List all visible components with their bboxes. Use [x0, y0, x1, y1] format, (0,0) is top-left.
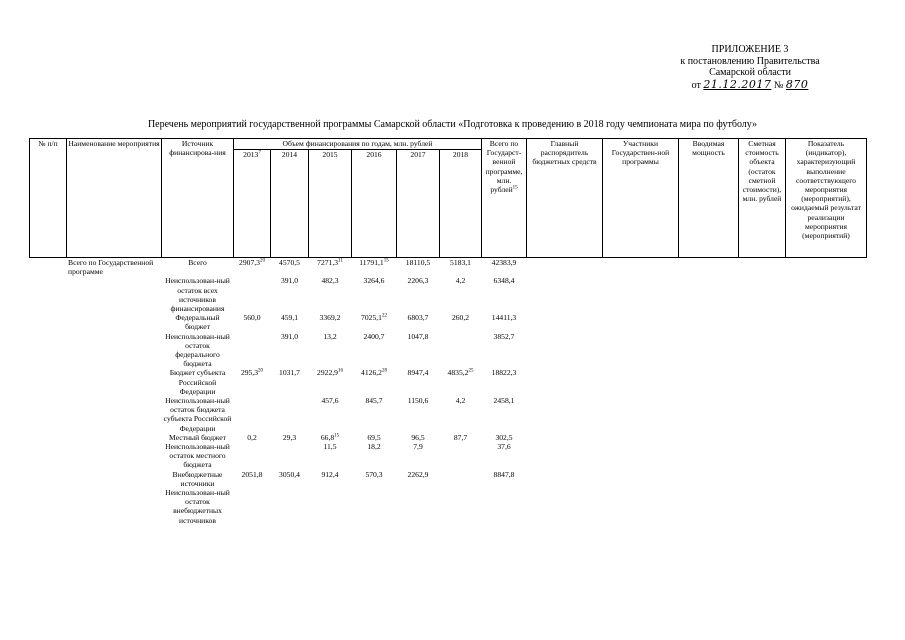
cell-year-value [397, 488, 440, 525]
cell-year-value [440, 276, 482, 313]
cell-year-value [271, 396, 309, 433]
cell-empty [739, 396, 786, 433]
decree-date: 21.12.2017 [703, 77, 772, 91]
table-row [30, 332, 867, 369]
cell-no [30, 276, 67, 313]
cell-no [30, 313, 67, 331]
document-title: Перечень мероприятий государственной программы Самарской области «Подготовка к проведению в 2018 году чемпионата мира по футболу» [147, 119, 758, 130]
footnote-mark: 28 [381, 368, 387, 374]
year-label: 2013 [243, 150, 259, 159]
cell-empty [527, 488, 603, 525]
cell-year-value [234, 313, 271, 331]
value-text: 4570,5 [279, 258, 300, 267]
value-text: 3369,2 [319, 313, 341, 323]
header-manager: Главный распорядитель бюджетных средств [527, 139, 603, 258]
cell-name [67, 433, 162, 442]
header-commissioning: Вводимая мощность [679, 139, 739, 258]
cell-year-value [352, 433, 397, 442]
cell-year-value [271, 442, 309, 470]
cell-source: Неиспользован-ный остаток внебюджетных источников [165, 488, 230, 525]
number-prefix: № [773, 79, 784, 91]
cell-empty [679, 488, 739, 525]
cell-empty [679, 368, 739, 396]
appendix-date-line [640, 79, 860, 92]
value-text: 2262,9 [407, 469, 429, 479]
cell-empty [739, 332, 786, 369]
cell-year-value [397, 442, 440, 470]
cell-total: 18822,3 [491, 368, 517, 378]
cell-empty [739, 470, 786, 488]
year-label: 2017 [410, 150, 426, 159]
cell-empty [527, 258, 603, 277]
year-label: 2016 [366, 150, 382, 159]
value-text: 69,5 [367, 432, 381, 442]
footnote-mark: 15 [383, 258, 389, 264]
cell-year-value [309, 488, 352, 525]
footnote-mark: 20 [258, 368, 264, 374]
value-text: 1031,7 [279, 368, 300, 378]
cell-year-value [440, 433, 482, 442]
cell-name [67, 470, 162, 488]
measures-table [29, 138, 867, 525]
cell-source: Неиспользован-ный остаток бюджета субъекта Российской Федерации [163, 396, 232, 433]
value-text: 29,3 [282, 432, 297, 442]
cell-year-value [309, 470, 352, 488]
appendix-block [640, 44, 860, 91]
cell-name [67, 442, 162, 470]
cell-year-value [309, 258, 352, 277]
cell-year-value [271, 488, 309, 525]
cell-year-value [234, 433, 271, 442]
header-year [440, 150, 482, 258]
header-total-note: 15 [512, 185, 518, 191]
header-year [271, 150, 309, 258]
cell-year-value [440, 368, 482, 396]
appendix-region-line: Самарской области [709, 67, 791, 78]
cell-empty [527, 433, 603, 442]
cell-name [67, 332, 162, 369]
cell-year-value [271, 276, 309, 313]
header-year [352, 150, 397, 258]
value-text: 11,5 [323, 442, 337, 452]
value-text: 845,7 [365, 396, 383, 406]
cell-total: 6348,4 [493, 276, 515, 286]
value-text: 2400,7 [363, 331, 385, 341]
cell-year-value [271, 332, 309, 369]
cell-empty [603, 470, 679, 488]
value-text: 260,2 [451, 313, 470, 323]
header-participants: Участники Государствен-ной программы [603, 139, 679, 258]
value-text: 7271,3 [317, 258, 339, 267]
cell-year-value [309, 276, 352, 313]
decree-number: 870 [785, 77, 809, 91]
footnote-mark: 16 [337, 368, 343, 374]
cell-empty [739, 313, 786, 331]
cell-no [30, 433, 67, 442]
cell-year-value [309, 396, 352, 433]
cell-source: Внебюджетные источники [172, 469, 223, 488]
table-row [30, 433, 867, 442]
cell-year-value [309, 332, 352, 369]
cell-total: 42383,9 [491, 258, 517, 267]
cell-empty [679, 313, 739, 331]
cell-no [30, 396, 67, 433]
value-text: 96,5 [411, 432, 425, 442]
header-year [397, 150, 440, 258]
header-total [482, 139, 527, 258]
cell-year-value [397, 470, 440, 488]
cell-empty [603, 313, 679, 331]
cell-name [67, 276, 162, 313]
cell-empty [739, 258, 786, 277]
cell-source: Неиспользован-ный остаток местного бюджета [165, 442, 230, 470]
cell-year-value [440, 396, 482, 433]
value-text: 4126,2 [361, 368, 382, 378]
value-text: 2922,9 [317, 368, 338, 378]
cell-year-value [352, 470, 397, 488]
table-row [30, 276, 867, 313]
year-note: 7 [258, 150, 261, 156]
value-text: 6803,7 [407, 313, 429, 323]
cell-total [482, 488, 527, 525]
cell-empty [603, 442, 679, 470]
cell-total: 14411,3 [491, 313, 517, 323]
value-text: 391,0 [280, 276, 299, 286]
value-text: 3050,4 [279, 469, 300, 479]
cell-empty [527, 470, 603, 488]
cell-year-value [271, 313, 309, 331]
value-text: 11791,1 [359, 258, 384, 267]
cell-year-value [352, 313, 397, 331]
cell-total: 37,6 [497, 442, 511, 452]
cell-year-value [234, 396, 271, 433]
cell-no [30, 488, 67, 525]
cell-year-value [352, 488, 397, 525]
cell-empty [527, 276, 603, 313]
cell-name [67, 313, 162, 331]
value-text: 2051,8 [241, 469, 263, 479]
cell-name [67, 368, 162, 396]
cell-empty [603, 332, 679, 369]
cell-name: Всего по Государственной программе [68, 258, 154, 277]
table-row [30, 442, 867, 470]
value-text: 2206,3 [407, 276, 429, 286]
cell-name [67, 396, 162, 433]
cell-empty [739, 276, 786, 313]
cell-empty [679, 332, 739, 369]
header-name: Наименование мероприятия [67, 139, 162, 258]
cell-empty [527, 368, 603, 396]
appendix-heading: ПРИЛОЖЕНИЕ 3 [711, 44, 789, 55]
cell-empty [786, 396, 867, 433]
value-text: 8947,4 [407, 368, 429, 378]
value-text: 1150,6 [407, 396, 429, 406]
cell-source: Бюджет субъекта Российской Федерации [169, 368, 226, 396]
value-text: 5183,1 [450, 258, 471, 267]
cell-empty [786, 258, 867, 277]
cell-empty [679, 442, 739, 470]
cell-empty [786, 470, 867, 488]
cell-empty [679, 276, 739, 313]
header-no: № п/п [30, 139, 67, 258]
value-text: 457,6 [321, 396, 339, 406]
table-row [30, 396, 867, 433]
cell-empty [786, 488, 867, 525]
value-text: 391,0 [280, 331, 299, 341]
cell-empty [679, 258, 739, 277]
cell-source: Федеральный бюджет [175, 313, 220, 332]
value-text: 13,2 [323, 331, 337, 341]
cell-year-value [440, 258, 482, 277]
cell-year-value [234, 470, 271, 488]
cell-year-value [352, 368, 397, 396]
cell-empty [527, 332, 603, 369]
header-source: Источник финансирова-ния [162, 139, 234, 258]
cell-year-value [440, 442, 482, 470]
cell-empty [739, 442, 786, 470]
cell-year-value [309, 313, 352, 331]
value-text: 1047,8 [407, 331, 429, 341]
cell-empty [527, 442, 603, 470]
cell-year-value [234, 368, 271, 396]
cell-empty [786, 368, 867, 396]
footnote-mark: 22 [381, 313, 387, 319]
cell-year-value [271, 470, 309, 488]
value-text: 18110,5 [405, 258, 431, 267]
value-text: 0,2 [247, 432, 257, 442]
year-label: 2015 [322, 150, 338, 159]
cell-year-value [440, 313, 482, 331]
cell-no [30, 332, 67, 369]
cell-year-value [271, 368, 309, 396]
cell-name [67, 488, 162, 525]
cell-source: Неиспользован-ный остаток федерального бюджета [165, 331, 230, 369]
cell-no [30, 368, 67, 396]
cell-empty [786, 276, 867, 313]
cell-total: 302,5 [495, 432, 513, 442]
cell-empty [739, 368, 786, 396]
table-row [30, 488, 867, 525]
value-text: 3264,6 [363, 276, 385, 286]
value-text: 295,3 [240, 368, 259, 378]
footnote-mark: 11 [338, 258, 343, 264]
cell-no [30, 470, 67, 488]
cell-year-value [397, 313, 440, 331]
cell-year-value [234, 258, 271, 277]
cell-source: Всего [188, 258, 207, 267]
value-text: 18,2 [367, 442, 381, 452]
cell-total: 2458,1 [493, 396, 515, 406]
footnote-mark: 15 [334, 433, 340, 439]
cell-year-value [440, 488, 482, 525]
cell-empty [679, 470, 739, 488]
cell-year-value [440, 332, 482, 369]
cell-empty [786, 332, 867, 369]
value-text: 87,7 [453, 432, 468, 442]
cell-empty [603, 396, 679, 433]
value-text: 4,2 [455, 276, 466, 286]
cell-year-value [352, 258, 397, 277]
cell-empty [739, 488, 786, 525]
value-text: 66,8 [320, 432, 335, 442]
cell-year-value [309, 433, 352, 442]
cell-year-value [397, 396, 440, 433]
value-text: 912,4 [321, 469, 339, 479]
cell-empty [786, 433, 867, 442]
cell-no [30, 442, 67, 470]
table-row [30, 313, 867, 331]
cell-empty [679, 433, 739, 442]
header-year [234, 150, 271, 258]
value-text: 2907,3 [239, 258, 260, 267]
value-text: 7,9 [413, 442, 423, 452]
cell-empty [786, 313, 867, 331]
cell-source: Неиспользован-ный остаток всех источников финансирования [165, 276, 230, 314]
header-estimate: Сметная стоимость объекта (остаток сметной стоимости), млн. рублей [739, 139, 786, 258]
cell-year-value [352, 332, 397, 369]
cell-year-value [234, 332, 271, 369]
header-year [309, 150, 352, 258]
header-indicator: Показатель (индикатор), характеризующий выполнение соответствующего мероприятия (мероприятий), ожидаемый результат реализации мероприятия (мероприятий) [786, 139, 867, 258]
cell-year-value [271, 258, 309, 277]
footnote-mark: 20 [259, 258, 265, 264]
cell-total: 8847,8 [493, 469, 515, 479]
cell-year-value [397, 332, 440, 369]
header-total-label: Всего по Государст-венной программе, млн. рублей [485, 139, 523, 195]
year-label: 2018 [452, 150, 469, 159]
table-row [30, 258, 867, 277]
cell-year-value [309, 368, 352, 396]
cell-source: Местный бюджет [169, 432, 226, 442]
cell-empty [527, 396, 603, 433]
cell-year-value [352, 276, 397, 313]
cell-empty [603, 433, 679, 442]
cell-year-value [234, 488, 271, 525]
cell-empty [603, 368, 679, 396]
cell-empty [527, 313, 603, 331]
cell-year-value [397, 433, 440, 442]
cell-year-value [352, 396, 397, 433]
cell-year-value [397, 368, 440, 396]
value-text: 7025,1 [361, 313, 382, 323]
value-text: 560,0 [243, 313, 261, 323]
cell-empty [739, 433, 786, 442]
appendix-decree-line: к постановлению Правительства [680, 55, 820, 67]
cell-year-value [309, 442, 352, 470]
value-text: 459,1 [280, 313, 299, 323]
year-label: 2014 [281, 150, 298, 159]
cell-year-value [397, 276, 440, 313]
date-prefix: от [691, 79, 701, 91]
header-volume: Объем финансирования по годам, млн. рублей [234, 139, 482, 150]
value-text: 570,3 [365, 469, 383, 479]
cell-year-value [397, 258, 440, 277]
table-row [30, 470, 867, 488]
cell-empty [603, 276, 679, 313]
cell-year-value [234, 442, 271, 470]
cell-empty [603, 258, 679, 277]
table-row [30, 368, 867, 396]
cell-empty [603, 488, 679, 525]
cell-year-value [234, 276, 271, 313]
cell-empty [786, 442, 867, 470]
footnote-mark: 25 [468, 368, 474, 374]
value-text: 4835,2 [447, 368, 469, 378]
cell-total: 3852,7 [493, 331, 515, 341]
cell-empty [679, 396, 739, 433]
value-text: 482,3 [321, 276, 339, 286]
cell-no [30, 258, 67, 277]
cell-year-value [352, 442, 397, 470]
value-text: 4,2 [455, 396, 466, 406]
cell-year-value [440, 470, 482, 488]
cell-year-value [271, 433, 309, 442]
